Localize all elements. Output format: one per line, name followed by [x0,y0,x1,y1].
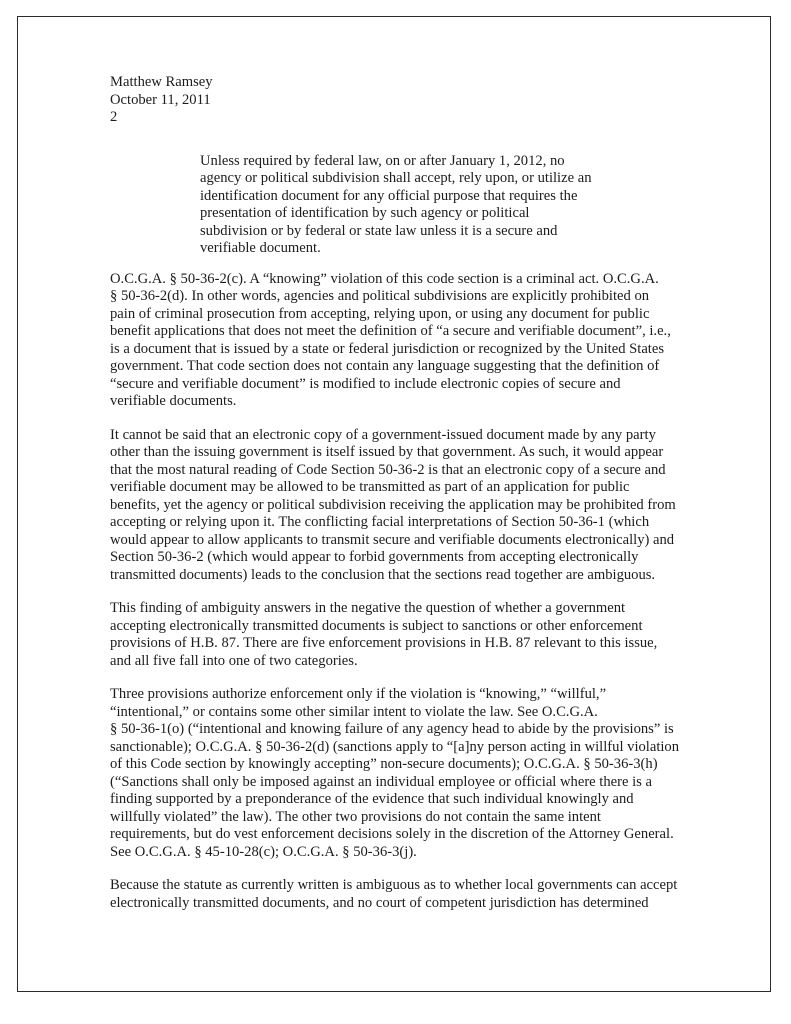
body-line: Three provisions authorize enforcement only if the violation is “knowing,” “willful,” [110,686,607,702]
body-line: requirements, but do vest enforcement decisions solely in the discretion of the Attorney General. [110,826,674,842]
body-line: It cannot be said that an electronic copy of a government-issued document made by any party [110,426,656,443]
letter-header [110,74,708,127]
body-line: government. That code section does not contain any language suggesting that the definition of [110,358,660,374]
paragraph-electronic-copy [110,427,708,585]
body-line: and all five fall into one of two categories. [110,652,358,669]
letter-body [110,74,708,912]
paragraph-code-section [110,271,708,411]
quote-line: presentation of identification by such agency or political [200,205,530,221]
quote-line: verifiable document. [200,240,321,256]
body-line: Because the statute as currently written is ambiguous as to whether local governments can accept [110,877,678,893]
body-line: accepting or relying upon it. The conflicting facial interpretations of Section 50-36-1 (which [110,514,650,530]
body-line: This finding of ambiguity answers in the negative the question of whether a government [110,600,626,616]
body-line: O.C.G.A. § 50-36-2(c). A “knowing” violation of this code section is a criminal act. O.C.G.A. [110,270,659,287]
body-line: verifiable document may be allowed to be transmitted as part of an application for public [110,479,630,495]
body-line: transmitted documents) leads to the conclusion that the sections read together are ambiguous. [110,566,656,583]
body-line: benefit applications that does not meet the definition of “a secure and verifiable document”, i.e., [110,323,671,339]
paragraph-conclusion [110,877,708,912]
body-line: § 50-36-1(o) (“intentional and knowing failure of any agency head to abide by the provisions” is [110,721,674,737]
body-line: electronically transmitted documents, and no court of competent jurisdiction has determined [110,894,649,911]
body-line: (“Sanctions shall only be imposed against an individual employee or official where there is a [110,773,652,790]
body-line: provisions of H.B. 87. There are five enforcement provisions in H.B. 87 relevant to this issue, [110,635,658,651]
paragraph-ambiguity [110,600,708,670]
body-line: accepting electronically transmitted documents is subject to sanctions or other enforcement [110,617,643,634]
body-line: pain of criminal prosecution from accepting, relying upon, or using any document for public [110,305,650,322]
body-line: verifiable documents. [110,393,237,409]
body-line: finding supported by a preponderance of the evidence that such individual knowingly and [110,791,634,807]
body-line: § 50-36-2(d). In other words, agencies and political subdivisions are explicitly prohibited on [110,288,650,304]
body-line: sanctionable); O.C.G.A. § 50-36-2(d) (sanctions apply to “[a]ny person acting in willful violation [110,738,680,755]
paragraph-enforcement [110,686,708,861]
quote-line: Unless required by federal law, on or after January 1, 2012, no [200,152,565,169]
recipient-name: Matthew Ramsey [110,74,213,90]
body-line: benefits, yet the agency or political subdivision receiving the application may be prohibited from [110,496,676,513]
body-line: that the most natural reading of Code Section 50-36-2 is that an electronic copy of a secure and [110,461,666,478]
body-line: other than the issuing government is itself issued by that government. As such, it would appear [110,444,664,460]
letter-date: October 11, 2011 [110,91,211,108]
body-line: “secure and verifiable document” is modified to include electronic copies of secure and [110,375,621,392]
body-line: See O.C.G.A. § 45-10-28(c); O.C.G.A. § 50-36-3(j). [110,843,417,860]
body-line: of this Code section by knowingly accepting” non-secure documents); O.C.G.A. § 50-36-3(h) [110,756,658,772]
body-line: Section 50-36-2 (which would appear to forbid governments from accepting electronically [110,549,639,565]
statute-quote [200,153,610,258]
body-line: willfully violated” the law). The other two provisions do not contain the same intent [110,808,601,825]
body-line: “intentional,” or contains some other similar intent to violate the law. See O.C.G.A. [110,703,598,720]
body-line: is a document that is issued by a state or federal jurisdiction or recognized by the United States [110,340,665,357]
page-number: 2 [110,109,118,125]
quote-line: agency or political subdivision shall accept, rely upon, or utilize an [200,170,592,186]
body-line: would appear to allow applicants to transmit secure and verifiable documents electronically) and [110,531,675,548]
quote-line: identification document for any official purpose that requires the [200,187,578,204]
letter-page [17,16,771,992]
quote-line: subdivision or by federal or state law unless it is a secure and [200,222,558,239]
